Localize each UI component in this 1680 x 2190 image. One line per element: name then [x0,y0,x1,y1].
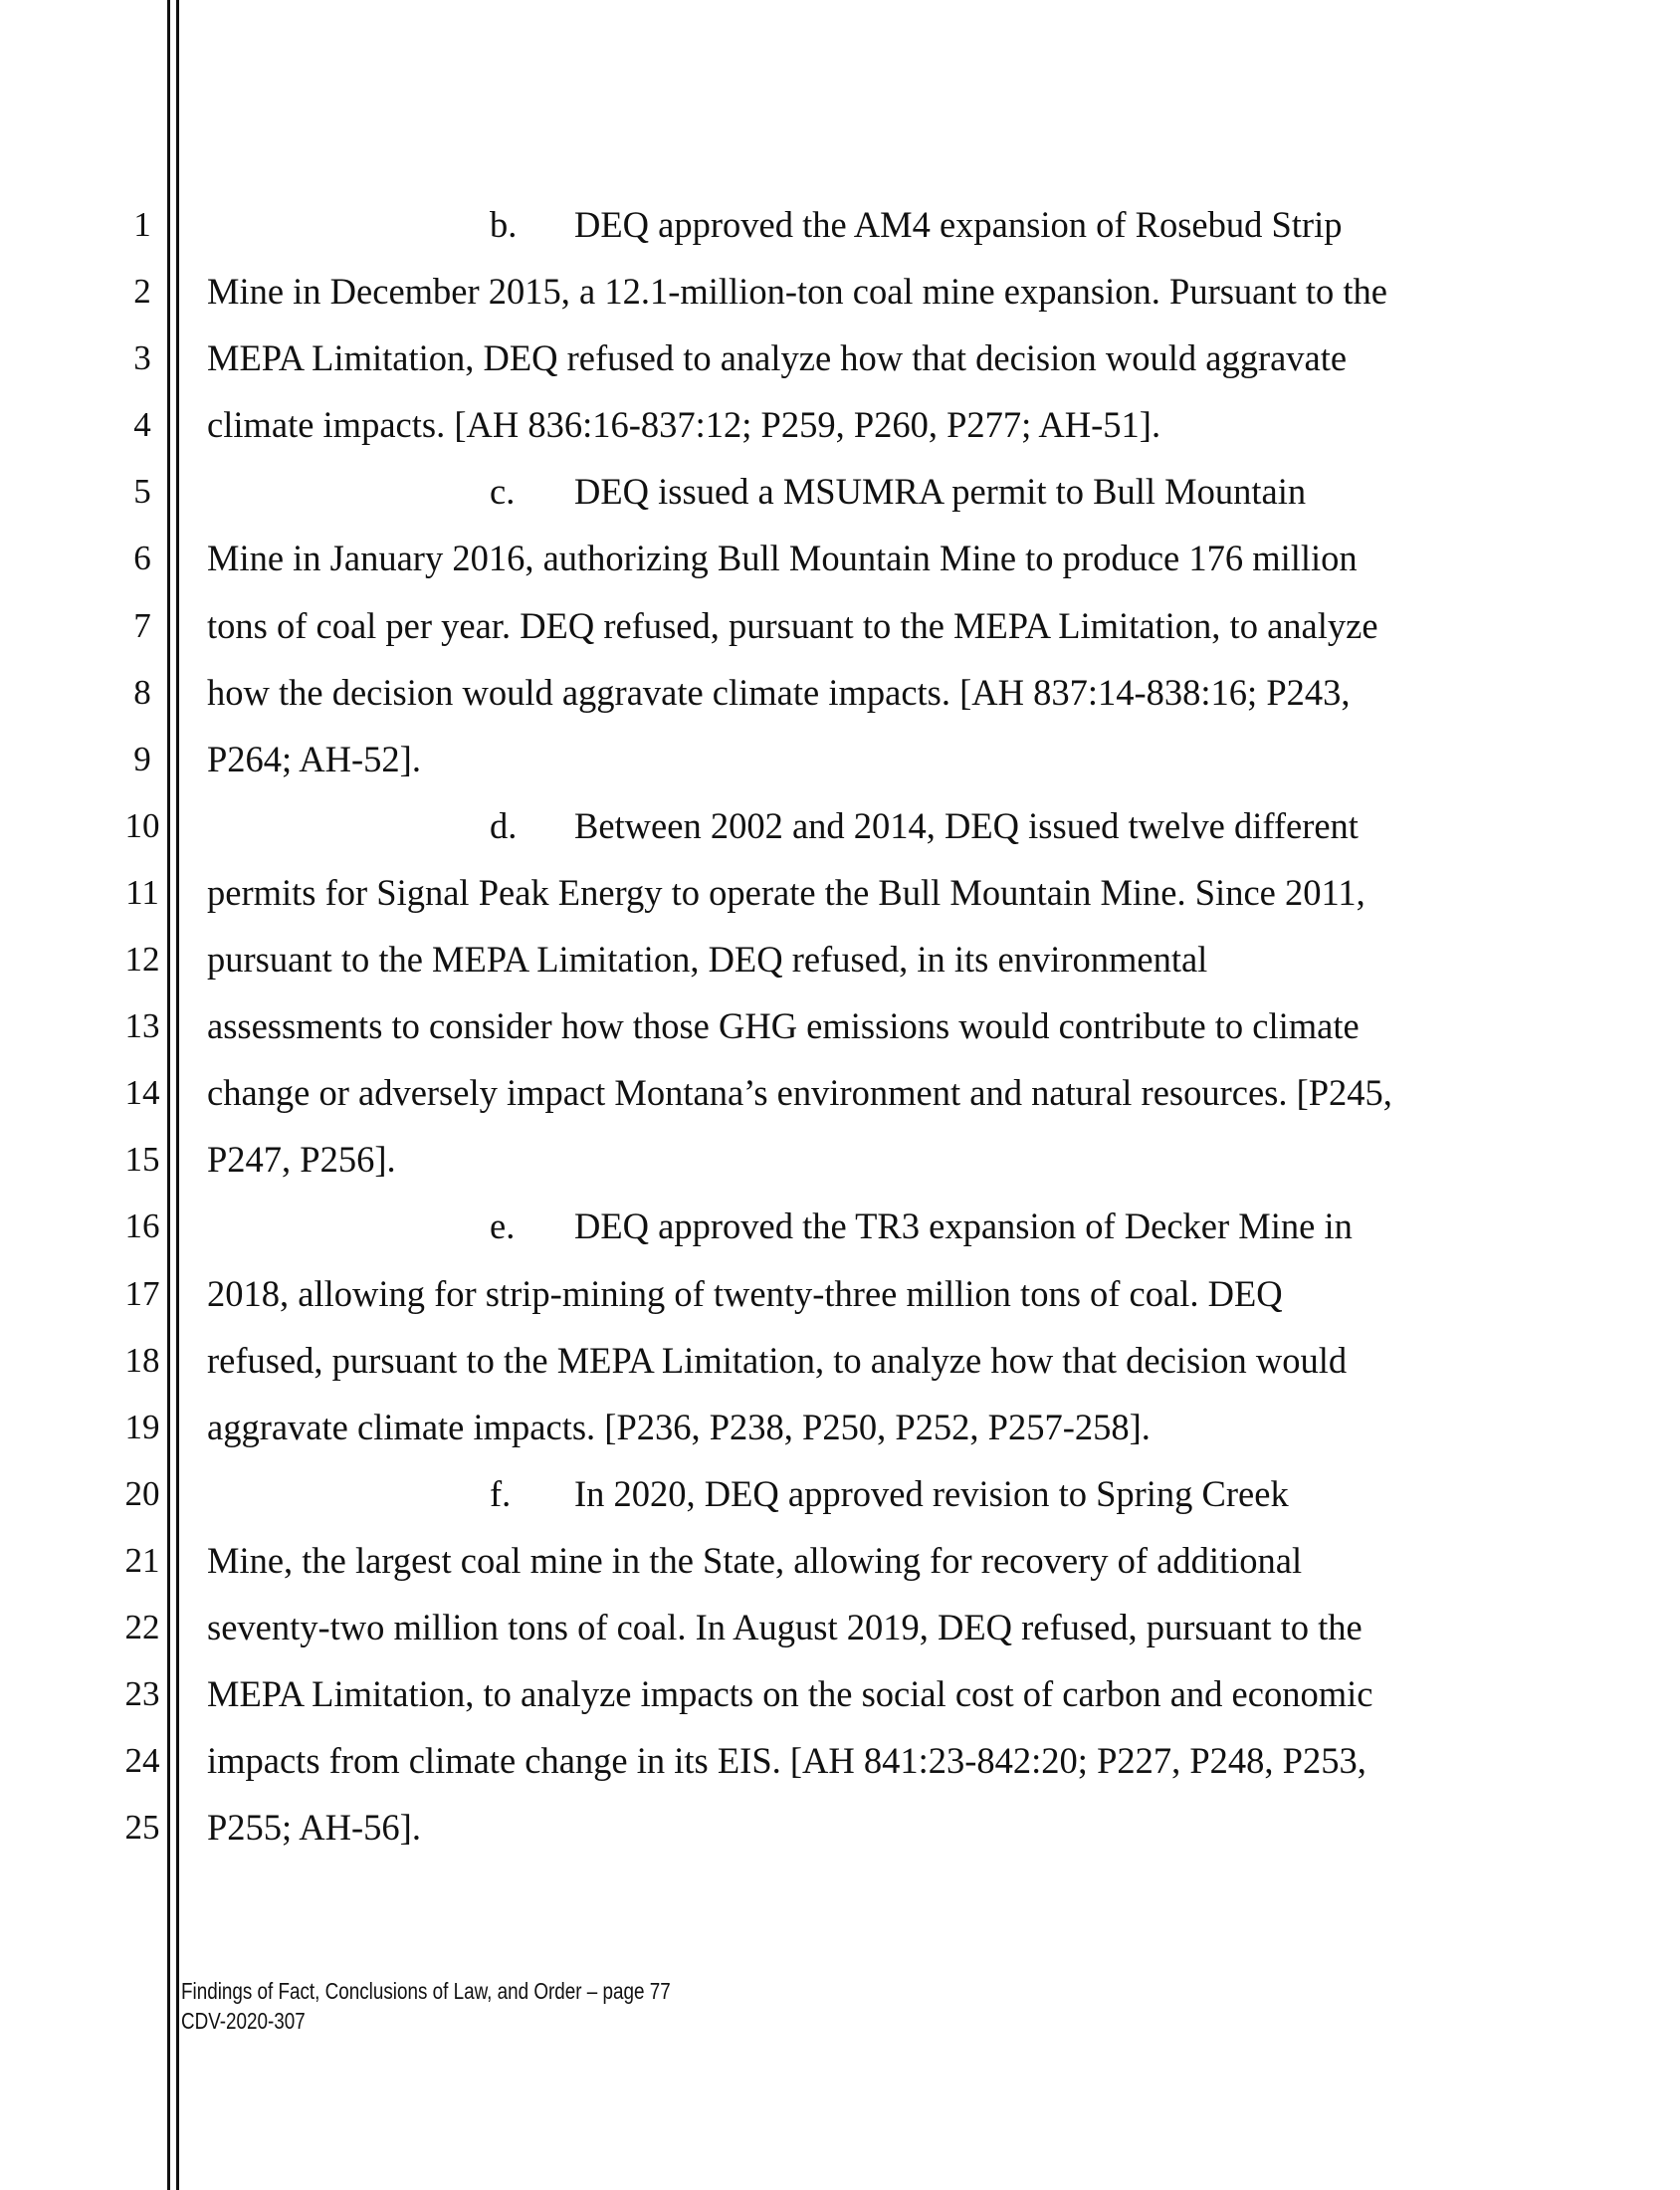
paragraph-label: e. [490,1205,516,1247]
paragraph-line: tons of coal per year. DEQ refused, pursuant to the MEPA Limitation, to analyze [207,604,1378,646]
paragraph-line: seventy-two million tons of coal. In August 2019, DEQ refused, pursuant to the [207,1606,1363,1647]
paragraph-line: impacts from climate change in its EIS. [AH 841:23-842:20; P227, P248, P253, [207,1740,1366,1782]
paragraph-line: change or adversely impact Montana’s environment and natural resources. [P245, [207,1072,1392,1114]
paragraph-line: MEPA Limitation, DEQ refused to analyze how that decision would aggravate [207,337,1348,379]
footer-case-number: CDV-2020-307 [181,2008,306,2034]
line-number: 9 [133,739,151,778]
margin-rule-right [176,0,179,2190]
paragraph-line: 2018, allowing for strip-mining of twenty-three million tons of coal. DEQ [207,1272,1283,1314]
line-number: 15 [124,1140,160,1180]
paragraph-label: f. [490,1472,512,1514]
line-number: 21 [124,1540,160,1580]
paragraph-line: how the decision would aggravate climate impacts. [AH 837:14-838:16; P243, [207,671,1351,713]
paragraph-line: refused, pursuant to the MEPA Limitation, to analyze how that decision would [207,1339,1348,1381]
line-number: 24 [124,1741,160,1781]
line-number: 25 [124,1808,160,1848]
line-number: 11 [125,872,159,912]
line-number: 14 [124,1073,160,1113]
paragraph-line [207,792,1501,859]
paragraph-line: Mine in January 2016, authorizing Bull Mountain Mine to produce 176 million [207,538,1358,579]
line-number: 16 [124,1206,160,1246]
line-number: 8 [133,672,151,712]
paragraph-line: P264; AH-52]. [207,738,421,779]
paragraph-line: pursuant to the MEPA Limitation, DEQ refused, in its environmental [207,939,1208,981]
line-numbers [117,191,167,1861]
paragraph-label: d. [490,804,518,846]
footer [181,1976,671,2036]
paragraph-text: DEQ approved the TR3 expansion of Decker Mine in [574,1205,1353,1247]
footer-title: Findings of Fact, Conclusions of Law, and Order – page 77 [181,1978,671,2004]
paragraph-line: Mine, the largest coal mine in the State, allowing for recovery of additional [207,1539,1303,1581]
margin-rule-left [167,0,170,2190]
paragraph-line: P247, P256]. [207,1139,396,1181]
paragraph-line: Mine in December 2015, a 12.1-million-ton coal mine expansion. Pursuant to the [207,271,1388,313]
line-number: 13 [124,1006,160,1046]
line-number: 1 [133,205,151,244]
line-number: 10 [124,805,160,845]
paragraph-line [207,458,1501,525]
paragraph-line [207,1193,1501,1259]
paragraph-line [207,1460,1501,1527]
paragraph-line: aggravate climate impacts. [P236, P238, P250, P252, P257-258]. [207,1406,1151,1447]
line-number: 20 [124,1473,160,1513]
paragraph-text: In 2020, DEQ approved revision to Spring Creek [574,1472,1289,1514]
line-number: 22 [124,1607,160,1646]
paragraph-text: DEQ approved the AM4 expansion of Rosebud Strip [574,204,1343,245]
paragraph-text: DEQ issued a MSUMRA permit to Bull Mountain [574,471,1307,513]
line-number: 4 [133,405,151,445]
paragraph-label: c. [490,471,516,513]
paragraph-line: permits for Signal Peak Energy to operate the Bull Mountain Mine. Since 2011, [207,871,1365,913]
line-number: 6 [133,539,151,578]
paragraph-line: climate impacts. [AH 836:16-837:12; P259, P260, P277; AH-51]. [207,404,1161,446]
line-number: 19 [124,1407,160,1446]
paragraph-text: Between 2002 and 2014, DEQ issued twelve different [574,804,1359,846]
line-number: 5 [133,472,151,512]
document-body [207,191,1501,1861]
line-number: 3 [133,338,151,378]
line-number: 7 [133,605,151,645]
paragraph-label: b. [490,204,518,245]
line-number: 2 [133,272,151,312]
paragraph-line: assessments to consider how those GHG emissions would contribute to climate [207,1005,1360,1047]
line-number: 18 [124,1340,160,1380]
paragraph-line: MEPA Limitation, to analyze impacts on the social cost of carbon and economic [207,1673,1373,1715]
paragraph-line: P255; AH-56]. [207,1807,421,1849]
paragraph-line [207,191,1501,258]
line-number: 12 [124,940,160,980]
line-number: 17 [124,1273,160,1313]
line-number: 23 [124,1674,160,1714]
